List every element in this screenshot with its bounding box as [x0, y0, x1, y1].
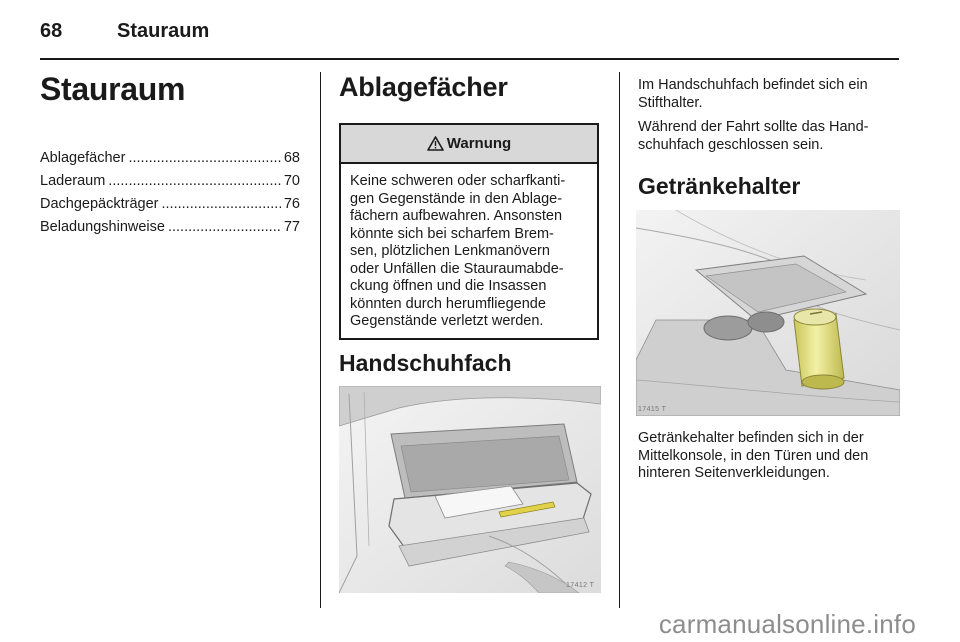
- text-line: Im Handschuhfach befindet sich ein: [638, 77, 868, 93]
- running-header-title: Stauraum: [117, 20, 210, 42]
- warning-text: [341, 164, 597, 340]
- toc-leader-dots: [128, 150, 280, 166]
- text-line: hinteren Seitenverkleidungen.: [638, 465, 830, 481]
- warning-header: [341, 125, 597, 164]
- toc-leader-dots: [162, 196, 281, 212]
- glovebox-illustration: [339, 386, 601, 593]
- column-divider-right: [619, 72, 620, 608]
- toc-entry[interactable]: [40, 219, 300, 242]
- figure-label: 17415 T: [638, 406, 667, 413]
- section-heading-getraenkehalter: Getränkehalter: [638, 173, 801, 199]
- cupholder-paragraph: [638, 430, 898, 483]
- toc-entry[interactable]: [40, 173, 300, 196]
- warning-line: sen, plötzlichen Lenkmanövern: [350, 243, 550, 259]
- warning-triangle-icon: [427, 136, 444, 151]
- text-line: Während der Fahrt sollte das Hand-: [638, 119, 869, 135]
- warning-box: [339, 123, 599, 340]
- text-line: schuhfach geschlossen sein.: [638, 136, 824, 153]
- cupholder-illustration: [636, 210, 900, 416]
- toc-entry-page: 70: [283, 173, 300, 189]
- toc-entry[interactable]: [40, 196, 300, 219]
- text-line: Getränkehalter befinden sich in der: [638, 430, 864, 446]
- warning-line: könnten durch herumfliegende: [350, 295, 546, 312]
- toc-entry-label: Laderaum: [40, 173, 106, 189]
- column-divider-left: [320, 72, 321, 608]
- warning-line: gen Gegenstände in den Ablage-: [350, 190, 563, 207]
- warning-line: oder Unfällen die Stauraumabde-: [350, 260, 564, 277]
- toc-entry[interactable]: [40, 150, 300, 173]
- warning-title: Warnung: [446, 135, 512, 152]
- warning-line: ckung öffnen und die Insassen: [350, 278, 547, 294]
- cupholder-drawing: [636, 210, 900, 416]
- table-of-contents: [40, 150, 300, 242]
- toc-entry-page: 76: [283, 196, 300, 212]
- toc-entry-page: 77: [283, 219, 300, 235]
- header-rule: [40, 58, 899, 60]
- toc-entry-label: Ablagefächer: [40, 150, 126, 166]
- warning-line: könnte sich bei scharfem Brem-: [350, 225, 554, 242]
- warning-line: Keine schweren oder scharfkanti-: [350, 173, 566, 189]
- warning-line: fächern aufbewahren. Ansonsten: [350, 208, 563, 224]
- figure-label: 17412 T: [566, 582, 595, 589]
- chapter-title: Stauraum: [40, 71, 186, 107]
- glovebox-paragraph-2: [638, 119, 898, 154]
- text-line: Stifthalter.: [638, 94, 703, 111]
- warning-line: Gegenstände verletzt werden.: [350, 313, 544, 329]
- section-heading-handschuhfach: Handschuhfach: [339, 350, 512, 376]
- glovebox-drawing: [339, 386, 601, 593]
- toc-entry-label: Beladungshinweise: [40, 219, 165, 235]
- site-watermark: carmanualsonline.info: [658, 609, 916, 639]
- section-heading-ablagefaecher: Ablagefächer: [339, 72, 508, 102]
- page-number: 68: [40, 20, 63, 42]
- glovebox-paragraph-1: [638, 77, 898, 112]
- toc-leader-dots: [108, 173, 281, 189]
- toc-leader-dots: [168, 219, 281, 235]
- toc-entry-page: 68: [283, 150, 300, 166]
- text-line: Mittelkonsole, in den Türen und den: [638, 447, 869, 464]
- toc-entry-label: Dachgepäckträger: [40, 196, 159, 212]
